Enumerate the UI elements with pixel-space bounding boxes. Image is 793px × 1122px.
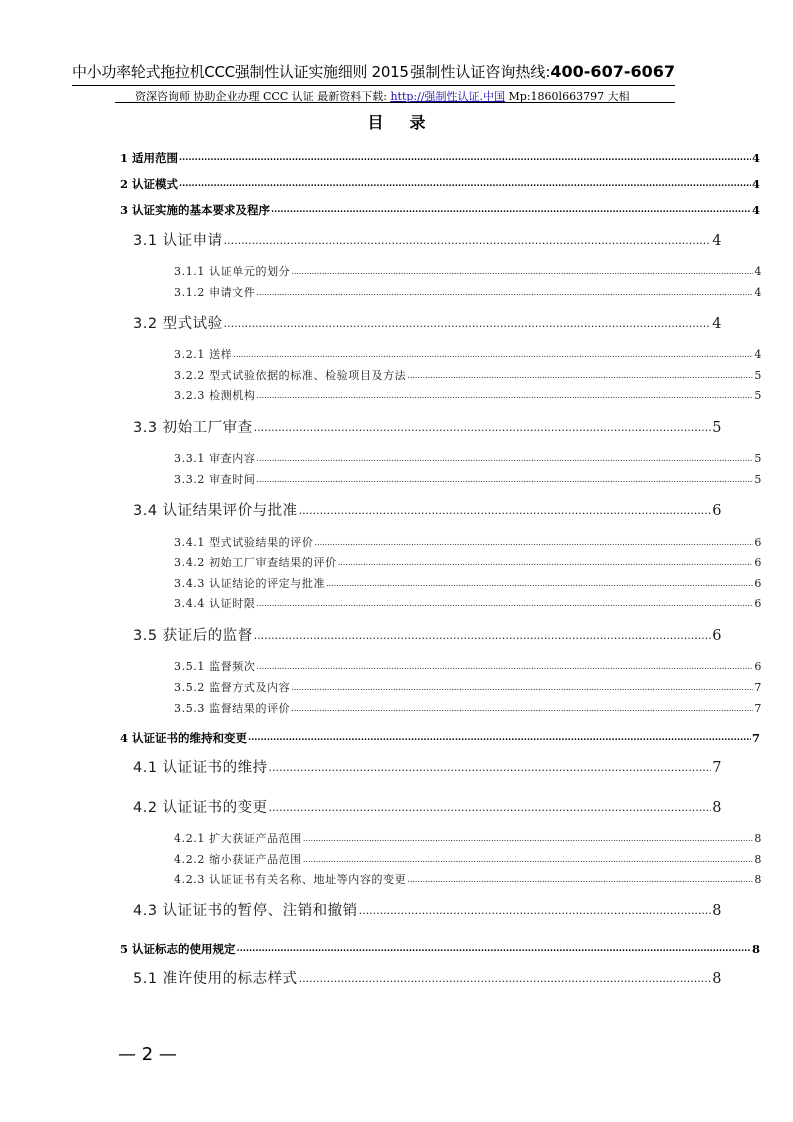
page-number: — 2 —	[118, 1044, 177, 1065]
toc-leader-dots	[257, 472, 754, 488]
toc-entry-label: 3.4.3 认证结论的评定与批准	[174, 577, 326, 590]
toc-entry-3-1-2[interactable]	[174, 285, 762, 301]
toc-entry-label: 2 认证模式	[120, 177, 179, 191]
toc-entry-label: 3.1.2 申请文件	[174, 286, 256, 299]
toc-entry-3-3-2[interactable]	[174, 472, 762, 488]
toc-entry-page: 5	[754, 389, 762, 402]
toc-entry-label: 3.1.1 认证单元的划分	[174, 265, 291, 278]
toc-entry-page: 4	[751, 203, 760, 217]
toc-entry-page: 7	[751, 731, 760, 745]
toc-leader-dots	[257, 659, 754, 675]
toc-entry-label: 3 认证实施的基本要求及程序	[120, 203, 271, 217]
toc-entry-5[interactable]	[120, 941, 760, 957]
toc-entry-3-4-1[interactable]	[174, 535, 762, 551]
header-contact: Mp:1860l663797 大相	[508, 90, 630, 103]
toc-leader-dots	[271, 202, 751, 218]
toc-entry-page: 7	[712, 760, 722, 776]
page-header	[72, 58, 675, 84]
toc-entry-label: 3.5.1 监督频次	[174, 660, 256, 673]
toc-entry-4-2[interactable]	[133, 797, 722, 819]
toc-entry-page: 8	[754, 853, 762, 866]
toc-leader-dots	[224, 230, 712, 252]
toc-entry-page: 6	[712, 503, 722, 519]
toc-entry-label: 3.2.2 型式试验依据的标准、检验项目及方法	[174, 369, 407, 382]
toc-entry-1[interactable]	[120, 150, 760, 166]
toc-entry-label: 3.5.2 监督方式及内容	[174, 681, 291, 694]
toc-leader-dots	[299, 968, 712, 990]
toc-leader-dots	[257, 388, 754, 404]
toc-entry-label: 4.2.1 扩大获证产品范围	[174, 832, 302, 845]
toc-entry-4-2-3[interactable]	[174, 872, 762, 888]
toc-entry-5-1[interactable]	[133, 968, 722, 990]
toc-entry-label: 4.3 认证证书的暂停、注销和撤销	[133, 903, 358, 919]
toc-entry-label: 3.3.2 审查时间	[174, 473, 256, 486]
toc-entry-label: 3.2.1 送样	[174, 348, 233, 361]
toc-entry-4-2-1[interactable]	[174, 831, 762, 847]
toc-entry-page: 4	[754, 286, 762, 299]
toc-entry-3-5-3[interactable]	[174, 701, 762, 717]
toc-entry-3[interactable]	[120, 202, 760, 218]
toc-entry-4-1[interactable]	[133, 757, 722, 779]
hotline	[410, 61, 675, 82]
toc-entry-label: 4 认证证书的维持和变更	[120, 731, 248, 745]
toc-entry-label: 4.2.2 缩小获证产品范围	[174, 853, 302, 866]
toc-leader-dots	[291, 680, 753, 696]
toc-entry-page: 8	[751, 942, 760, 956]
toc-entry-label: 3.3.1 审查内容	[174, 452, 256, 465]
toc-entry-label: 5.1 准许使用的标志样式	[133, 971, 298, 987]
toc-entry-label: 3.4.1 型式试验结果的评价	[174, 536, 314, 549]
toc-entry-label: 3.3 初始工厂审查	[133, 420, 253, 436]
toc-entry-page: 6	[754, 660, 762, 673]
toc-entry-label: 4.1 认证证书的维持	[133, 760, 268, 776]
toc-entry-page: 4	[712, 233, 722, 249]
toc-entry-page: 8	[754, 832, 762, 845]
toc-leader-dots	[233, 347, 753, 363]
toc-entry-page: 8	[712, 800, 722, 816]
toc-entry-page: 6	[754, 597, 762, 610]
toc-leader-dots	[269, 757, 712, 779]
hotline-label: 强制性认证咨询热线:	[410, 63, 551, 81]
toc-leader-dots	[237, 941, 751, 957]
toc-entry-page: 5	[754, 473, 762, 486]
toc-leader-dots	[257, 596, 754, 612]
toc-leader-dots	[315, 535, 754, 551]
toc-entry-page: 5	[754, 369, 762, 382]
toc-entry-3-4[interactable]	[133, 500, 722, 522]
toc-entry-label: 1 适用范围	[120, 151, 179, 165]
toc-leader-dots	[326, 576, 753, 592]
toc-entry-label: 3.4.4 认证时限	[174, 597, 256, 610]
toc-leader-dots	[299, 500, 712, 522]
header-rule-top	[72, 85, 675, 86]
toc-entry-label: 4.2.3 认证证书有关名称、地址等内容的变更	[174, 873, 407, 886]
toc-entry-page: 6	[754, 577, 762, 590]
toc-entry-page: 5	[754, 452, 762, 465]
toc-leader-dots	[291, 264, 753, 280]
toc-entry-3-1-1[interactable]	[174, 264, 762, 280]
toc-entry-label: 5 认证标志的使用规定	[120, 942, 236, 956]
toc-entry-page: 8	[712, 903, 722, 919]
toc-entry-page: 4	[751, 177, 760, 191]
document-title: 中小功率轮式拖拉机CCC强制性认证实施细则 2015	[72, 63, 409, 81]
toc-entry-4-3[interactable]	[133, 900, 722, 922]
toc-leader-dots	[179, 176, 751, 192]
toc-entry-label: 3.5.3 监督结果的评价	[174, 702, 291, 715]
toc-entry-3-1[interactable]	[133, 230, 722, 252]
toc-entry-3-4-3[interactable]	[174, 576, 762, 592]
toc-entry-page: 6	[754, 556, 762, 569]
toc-entry-4[interactable]	[120, 730, 760, 746]
toc-leader-dots	[257, 285, 754, 301]
toc-entry-page: 6	[712, 628, 722, 644]
toc-entry-3-2[interactable]	[133, 313, 722, 335]
toc-leader-dots	[407, 368, 753, 384]
toc-entry-page: 5	[712, 420, 722, 436]
toc-leader-dots	[269, 797, 712, 819]
header-sub-text: 资深咨询师 协助企业办理 CCC 认证 最新资料下载:	[135, 90, 387, 103]
hotline-number: 400-607-6067	[550, 62, 675, 81]
toc-leader-dots	[224, 313, 712, 335]
toc-entry-3-2-3[interactable]	[174, 388, 762, 404]
toc-entry-label: 3.2.3 检测机构	[174, 389, 256, 402]
toc-entry-label: 4.2 认证证书的变更	[133, 800, 268, 816]
toc-leader-dots	[291, 701, 753, 717]
toc-leader-dots	[359, 900, 712, 922]
toc-entry-3-5-2[interactable]	[174, 680, 762, 696]
toc-entry-3-4-2[interactable]	[174, 555, 762, 571]
toc-title: 目录	[367, 113, 452, 132]
toc-leader-dots	[179, 150, 751, 166]
toc-entry-label: 3.5 获证后的监督	[133, 628, 253, 644]
toc-leader-dots	[254, 625, 712, 647]
toc-entry-4-2-2[interactable]	[174, 852, 762, 868]
toc-leader-dots	[303, 831, 754, 847]
toc-entry-page: 7	[754, 681, 762, 694]
toc-entry-label: 3.4 认证结果评价与批准	[133, 503, 298, 519]
toc-entry-label: 3.2 型式试验	[133, 316, 223, 332]
download-link[interactable]: http://强制性认证.中国	[390, 90, 506, 103]
toc-entry-3-5-1[interactable]	[174, 659, 762, 675]
toc-entry-page: 4	[712, 316, 722, 332]
toc-entry-page: 7	[754, 702, 762, 715]
header-rule-bottom	[115, 102, 675, 103]
toc-entry-3-2-1[interactable]	[174, 347, 762, 363]
toc-entry-3-3-1[interactable]	[174, 451, 762, 467]
toc-entry-page: 4	[754, 265, 762, 278]
toc-entry-2[interactable]	[120, 176, 760, 192]
toc-entry-page: 8	[754, 873, 762, 886]
toc-entry-page: 6	[754, 536, 762, 549]
toc-entry-3-4-4[interactable]	[174, 596, 762, 612]
toc-entry-page: 4	[754, 348, 762, 361]
toc-leader-dots	[254, 417, 712, 439]
toc-entry-3-3[interactable]	[133, 417, 722, 439]
toc-entry-label: 3.1 认证申请	[133, 233, 223, 249]
toc-leader-dots	[407, 872, 753, 888]
toc-entry-label: 3.4.2 初始工厂审查结果的评价	[174, 556, 337, 569]
toc-entry-page: 8	[712, 971, 722, 987]
toc-entry-3-5[interactable]	[133, 625, 722, 647]
toc-leader-dots	[248, 730, 751, 746]
toc-leader-dots	[257, 451, 754, 467]
toc-entry-3-2-2[interactable]	[174, 368, 762, 384]
toc-entry-page: 4	[751, 151, 760, 165]
toc-leader-dots	[303, 852, 754, 868]
toc-leader-dots	[338, 555, 754, 571]
